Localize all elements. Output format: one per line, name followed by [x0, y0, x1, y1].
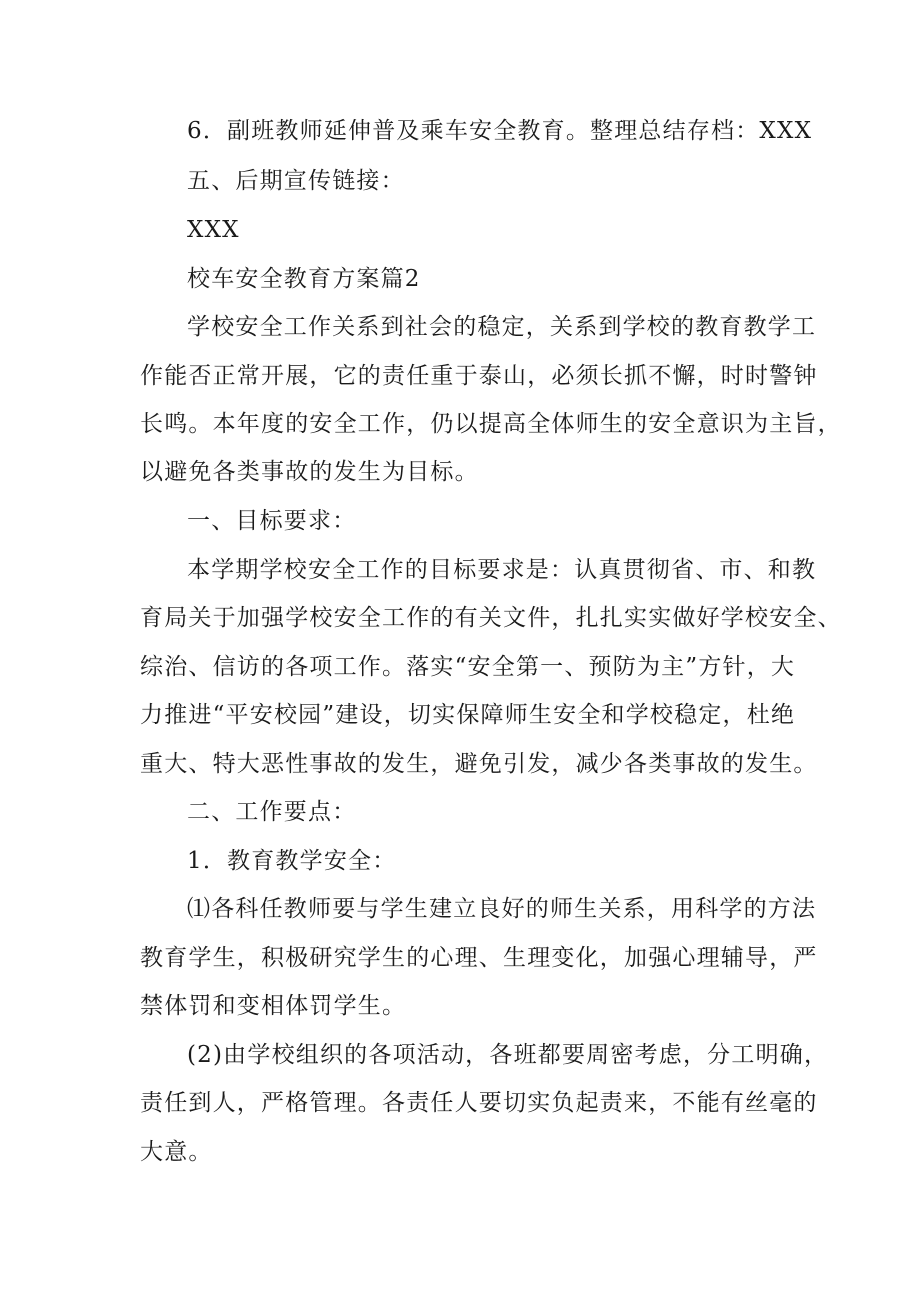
paragraph-line: 大意。 — [140, 1139, 213, 1165]
section-heading: 一、目标要求： — [187, 508, 357, 534]
section-heading: 二、工作要点： — [187, 799, 357, 825]
section-heading: 五、后期宣传链接： — [187, 168, 405, 194]
paragraph-line: 力推进“平安校园”建设，切实保障师生安全和学校稳定，杜绝 — [140, 702, 796, 728]
paragraph-line: 重大、特大恶性事故的发生，避免引发，减少各类事故的发生。 — [140, 751, 818, 777]
paragraph-line: (2)由学校组织的各项活动，各班都要周密考虑，分工明确， — [187, 1042, 829, 1068]
paragraph-line: 禁体罚和变相体罚学生。 — [140, 993, 407, 1019]
paragraph-line: 综治、信访的各项工作。落实“安全第一、预防为主”方针，大 — [140, 654, 796, 680]
paragraph-line: 长鸣。本年度的安全工作，仍以提高全体师生的安全意识为主旨， — [140, 411, 842, 437]
paragraph-line: 学校安全工作关系到社会的稳定，关系到学校的教育教学工 — [187, 314, 817, 340]
subsection-heading: 1．教育教学安全： — [187, 848, 397, 874]
paragraph-line: 以避免各类事故的发生为目标。 — [140, 459, 479, 485]
paragraph-line: 教育学生，积极研究学生的心理、生理变化，加强心理辅导，严 — [140, 945, 818, 971]
text-line: XXX — [187, 217, 240, 243]
document-title: 校车安全教育方案篇2 — [187, 266, 421, 292]
paragraph-line: ⑴各科任教师要与学生建立良好的师生关系，用科学的方法 — [187, 896, 817, 922]
paragraph-line: 育局关于加强学校安全工作的有关文件，扎扎实实做好学校安全、 — [140, 605, 842, 631]
text-line: 6．副班教师延伸普及乘车安全教育。整理总结存档：XXX — [187, 118, 813, 144]
paragraph-line: 作能否正常开展，它的责任重于泰山，必须长抓不懈，时时警钟 — [140, 363, 818, 389]
paragraph-line: 本学期学校安全工作的目标要求是：认真贯彻省、市、和教 — [187, 557, 817, 583]
paragraph-line: 责任到人，严格管理。各责任人要切实负起责来，不能有丝毫的 — [140, 1090, 818, 1116]
